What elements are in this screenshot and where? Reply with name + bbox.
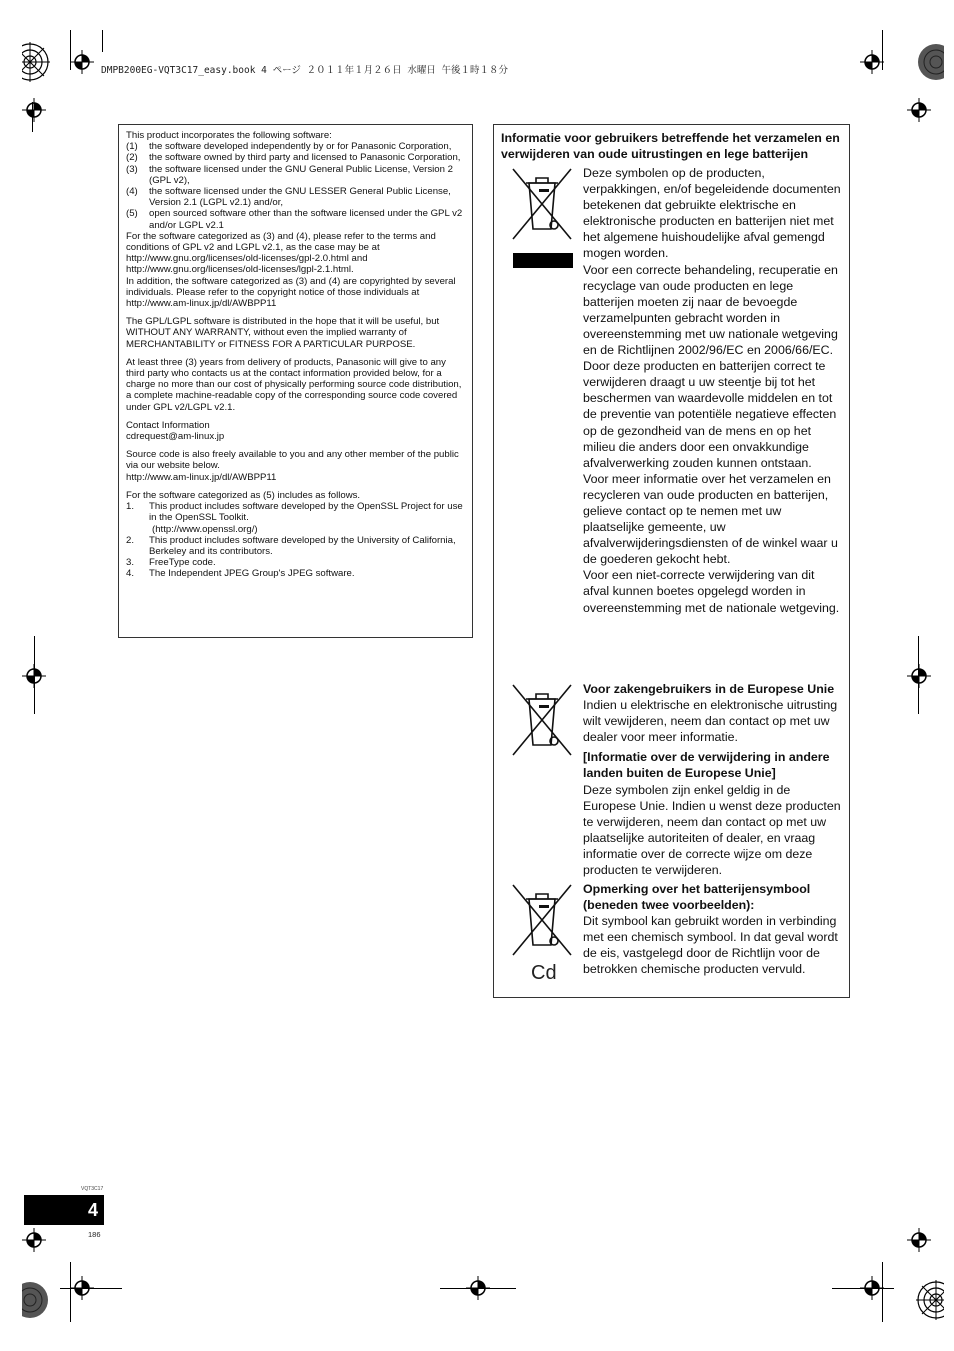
disposal-information-box: [493, 124, 850, 998]
crosshair-mark-icon: [860, 50, 884, 74]
print-header-line: DMPB200EG-VQT3C17_easy.book 4 ページ ２０１１年１月２６日 水曜日 午後１時１８分: [101, 65, 509, 76]
contact-email: cdrequest@am-linux.jp: [126, 431, 225, 443]
list-item: 2. This product includes software developed by the University of California, Berkeley and its contributors.: [126, 534, 456, 557]
trim-mark: [882, 1262, 883, 1322]
crossed-out-bin-icon: [509, 165, 575, 243]
trim-mark: [102, 30, 103, 52]
list-item: 1. This product includes software developed by the OpenSSL Project for use in the OpenSSL Toolkit.: [126, 501, 463, 524]
registration-mark-icon: [910, 40, 944, 84]
page-number: 4: [24, 1195, 104, 1225]
source-offer-paragraph: At least three (3) years from delivery of products, Panasonic will give to any third party who contacts us at the contact information provided below, for a charge no more than our cost of physically performing source code distribution, a complete machine-readable copy of the corresponding source code covered under GPL v2/LGPL v2.1.: [126, 356, 462, 413]
disposal-section-business: [501, 681, 842, 881]
category5-intro: For the software categorized as (5) includes as follows.: [126, 489, 361, 501]
chemical-symbol: Cd: [531, 962, 557, 984]
registration-mark-icon: [910, 1278, 944, 1322]
outside-eu-heading: [Informatie over de verwijdering in andere landen buiten de Europese Unie]: [583, 750, 830, 781]
list-item: 3. FreeType code.: [126, 557, 216, 569]
disposal-section-general: [501, 165, 842, 681]
license-intro: This product incorporates the following software:: [126, 130, 332, 141]
list-item: (http://www.openssl.org/): [152, 523, 258, 535]
list-item: (2) the software owned by third party and licensed to Panasonic Corporation,: [126, 152, 461, 164]
gpl-terms-paragraph: For the software categorized as (3) and (4), please refer to the terms and conditions of GPL v2 and LGPL v2.1, as the case may be at http://www.gnu.org/licenses/old-licenses/gpl-2.0.html and http://www.gnu.org/licenses/old-licenses/lgpl-2.1.html.: [126, 230, 436, 276]
free-source-paragraph: Source code is also freely available to you and any other member of the public via our website below.: [126, 449, 459, 472]
business-paragraph: Indien u elektrische en elektronische uitrusting wilt vewijderen, neem dan contact op met uw dealer voor meer informatie.: [583, 698, 838, 745]
disposal-title: Informatie voor gebruikers betreffende het verzamelen en verwijderen van oude uitrustingen en lege batterijen: [501, 131, 840, 161]
registration-mark-icon: [22, 40, 56, 84]
trim-mark: [832, 1288, 894, 1289]
disposal-paragraph: Deze symbolen op de producten, verpakkingen, en/of begeleidende documenten betekenen dat gebruikte elektrische en elektronische producten en batterijen niet met het algemene huishoudelijke afval gemengd mogen worden.: [583, 166, 841, 261]
trim-mark: [70, 1262, 71, 1322]
crossed-out-bin-icon: [509, 681, 575, 759]
software-category-list: [126, 141, 464, 231]
copyright-url: http://www.am-linux.jp/dl/AWBPP11: [126, 298, 277, 310]
sub-page-number: 186: [88, 1230, 101, 1239]
disposal-section-battery: [501, 881, 842, 984]
crosshair-mark-icon: [22, 1228, 46, 1252]
warranty-paragraph: The GPL/LGPL software is distributed in the hope that it will be useful, but WITHOUT ANY WARRANTY, without even the implied warranty of MERCHANTABILITY or FITNESS FOR A PARTICULAR PURPOSE.: [126, 316, 440, 350]
copyright-paragraph: In addition, the software categorized as (3) and (4) are copyrighted by several individuals. Please refer to the copyright notice of those individuals at: [126, 275, 456, 298]
list-item: (3) the software licensed under the GNU General Public License, Version 2 (GPL v2),: [126, 163, 453, 186]
crosshair-mark-icon: [22, 98, 46, 122]
trim-mark: [882, 30, 883, 70]
crosshair-mark-icon: [70, 50, 94, 74]
solid-bar-symbol: [513, 253, 573, 268]
software-license-notice: [118, 124, 473, 638]
crosshair-mark-icon: [907, 1228, 931, 1252]
trim-mark: [918, 636, 919, 714]
disposal-paragraph: Voor een niet-correcte verwijdering van dit afval kunnen boetes opgelegd worden in overeenstemming met de nationale wetgeving.: [583, 568, 840, 615]
list-item: 4. The Independent JPEG Group's JPEG software.: [126, 568, 355, 580]
list-item: (1) the software developed independently by or for Panasonic Corporation,: [126, 141, 452, 153]
model-code: VQT3C17: [81, 1186, 104, 1192]
category5-list: [126, 501, 464, 579]
registration-mark-icon: [22, 1278, 56, 1322]
crosshair-mark-icon: [907, 98, 931, 122]
list-item: (5) open sourced software other than the software licensed under the GPL v2 and/or LGPL v2.1: [126, 208, 463, 231]
trim-mark: [34, 636, 35, 714]
disposal-paragraph: Door deze producten en batterijen correct te verwijderen draagt u uw steentje bij tot het beschermen van waardevolle middelen en tot de preventie van potentiële negatieve effecten op de gezondheid van de mens en op het milieu die anders door een onvakkundige afvalverwerking zouden kunnen ontstaan.: [583, 359, 837, 470]
outside-eu-paragraph: Deze symbolen zijn enkel geldig in de Europese Unie. Indien u wenst deze producten te verwijderen, neem dan contact op met uw plaatselijke autoriteiten of dealer, en vraag informatie over de correcte wijze om deze producten te verwijderen.: [583, 782, 841, 878]
list-item: (4) the software licensed under the GNU LESSER General Public License, Version 2.1 (LGPL v2.1) and/or,: [126, 186, 451, 209]
crosshair-mark-icon: [907, 664, 931, 688]
business-heading: Voor zakengebruikers in de Europese Unie: [583, 682, 835, 696]
battery-paragraph: Dit symbool kan gebruikt worden in verbinding met een chemisch symbool. In dat geval wordt de eis, vastgelegd door de Richtlijn voor de betrokken chemische producten vervuld.: [583, 914, 838, 977]
crossed-out-bin-icon: [509, 881, 575, 959]
trim-mark: [70, 30, 71, 70]
trim-mark: [32, 102, 33, 132]
disposal-paragraph: Voor meer informatie over het verzamelen en recycleren van oude producten en batterijen, gelieve contact op te nemen met uw plaatselijke gemeente, uw afvalverwijderingsdiensten of de winkel waar u de goederen gekocht hebt.: [583, 471, 838, 567]
trim-mark: [440, 1288, 516, 1289]
battery-heading: Opmerking over het batterijensymbool (beneden twee voorbeelden):: [583, 882, 811, 913]
contact-label: Contact Information: [126, 419, 210, 431]
source-url: http://www.am-linux.jp/dl/AWBPP11: [126, 471, 277, 483]
disposal-paragraph: Voor een correcte behandeling, recuperatie en recyclage van oude producten en lege batterijen moeten zij naar de bevoegde verzamelpunten gebracht worden in overeenstemming met uw nationale wetgeving en de Richtlijnen 2002/96/EC en 2006/66/EC.: [583, 262, 838, 358]
